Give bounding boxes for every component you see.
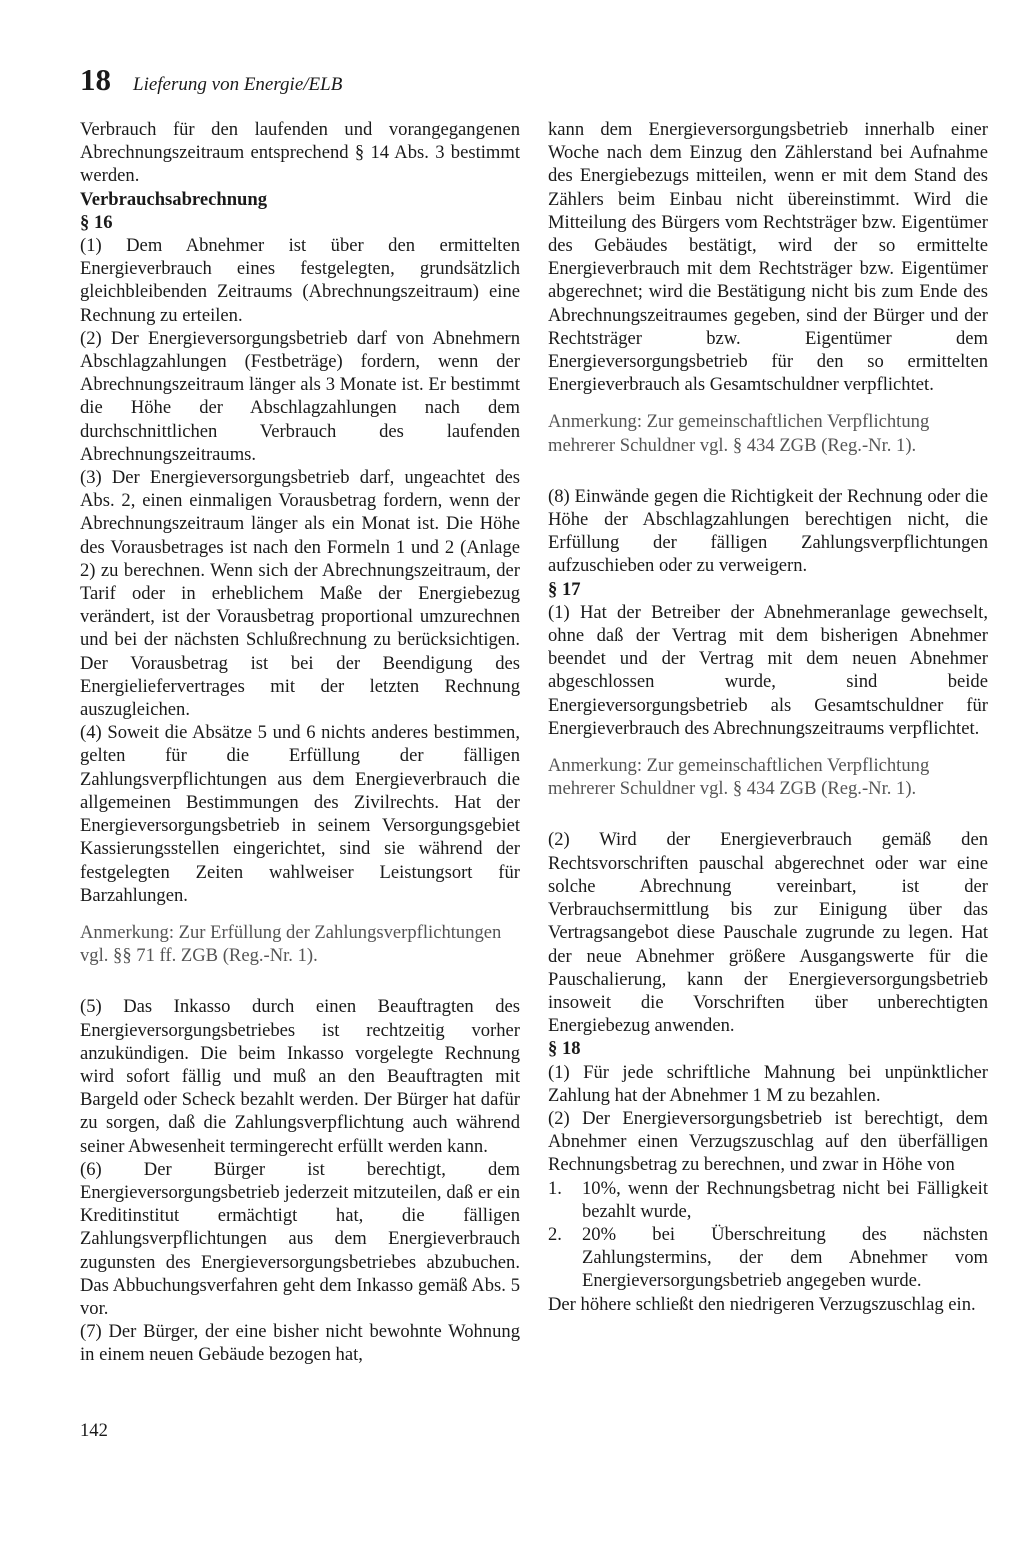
note-2: Anmerkung: Zur gemeinschaftlichen Verpflichtung mehrerer Schuldner vgl. § 434 ZGB (Reg.-Nr. 1).	[548, 411, 930, 456]
list-item	[548, 1223, 988, 1293]
intro-paragraph: Verbrauch für den laufenden und vorangegangenen Abrechnungszeitraum entsprechend § 14 Abs. 3 bestimmt werden.	[80, 119, 520, 187]
note-3: Anmerkung: Zur gemeinschaftlichen Verpflichtung mehrerer Schuldner vgl. § 434 ZGB (Reg.-Nr. 1).	[548, 755, 930, 800]
list-marker: 1.	[548, 1177, 562, 1199]
p16-6: (6) Der Bürger ist berechtigt, dem Energieversorgungsbetrieb jederzeit mitzuteilen, daß er ein Kreditinstitut ermächtigt hat, die fälligen Zahlungsverpflichtungen aus dem Energieverbrauch zugunsten des Energieversorgungsbetriebes abzubuchen. Das Abbuchungsverfahren geht dem Inkasso gemäß Abs. 5 vor.	[80, 1158, 520, 1319]
list-text: 10%, wenn der Rechnungsbetrag nicht bei Fälligkeit bezahlt wurde,	[582, 1177, 988, 1222]
page-header	[80, 62, 342, 98]
p16-8: (8) Einwände gegen die Richtigkeit der Rechnung oder die Höhe der Abschlagzahlungen berechtigen nicht, die Erfüllung der fälligen Zahlungsverpflichtungen aufzuschieben oder zu verweigern.	[548, 485, 988, 577]
p16-7: (7) Der Bürger, der eine bisher nicht bewohnte Wohnung in einem neuen Gebäude bezogen hat,	[80, 1321, 520, 1366]
p17-2: (2) Wird der Energieverbrauch gemäß den Rechtsvorschriften pauschal abgerechnet oder war eine solche Abrechnung vereinbart, ist der Verbrauchsermittlung bis zur Einigung über das Vertragsangebot diese Pauschale zugrunde zu legen. Hat der neue Abnehmer größere Ausgangswerte für die Pauschalierung, kann der Energieversorgungsbetrieb insoweit die Vorschriften über unberechtigten Energiebezug anwenden.	[548, 829, 988, 1037]
page-number: 142	[80, 1420, 108, 1441]
right-column	[548, 118, 988, 1316]
list-marker: 2.	[548, 1223, 562, 1245]
p17-1: (1) Hat der Betreiber der Abnehmeranlage gewechselt, ohne daß der Vertrag mit dem bisherigen Abnehmer beendet und der Vertrag mit dem neuen Abnehmer abgeschlossen wurde, sind beide Energieversorgungsbetrieb als Gesamtschuldner für Energieverbrauch des Abrechnungszeitraums verpflichtet.	[548, 601, 988, 739]
left-column	[80, 118, 520, 1367]
list-text: 20% bei Überschreitung des nächsten Zahlungstermins, der dem Abnehmer vom Energieversorgungsbetrieb angegeben wurde.	[582, 1223, 988, 1292]
running-title: Lieferung von Energie/ELB	[133, 74, 343, 95]
p18-2: (2) Der Energieversorgungsbetrieb ist berechtigt, dem Abnehmer einen Verzugszuschlag auf den überfälligen Rechnungsbetrag zu berechnen, und zwar in Höhe von	[548, 1107, 988, 1176]
p16-4: (4) Soweit die Absätze 5 und 6 nichts anderes bestimmen, gelten für die Erfüllung der fälligen Zahlungsverpflichtungen aus dem Energieverbrauch die allgemeinen Bestimmungen des Zivilrechts. Hat der Energieversorgungsbetrieb in seinem Versorgungsgebiet Kassierungsstellen eingerichtet, sind sie während der festgelegten Zeiten wahlweiser Leistungsort für Barzahlungen.	[80, 722, 520, 906]
p16-7-continued: kann dem Energieversorgungsbetrieb innerhalb einer Woche nach dem Einzug den Zählerstand bei Aufnahme des Energiebezugs mitteilen, wenn er mit dem Stand des Zählers beim Einbau nicht übereinstimmt. Wird die Mitteilung des Bürgers vom Rechtsträger bzw. Eigentümer des Gebäudes bestätigt, wird der so ermittelte Energieverbrauch mit dem Rechtsträger bzw. Eigentümer abgerechnet; wird die Bestätigung nicht bis zum Ende des Abrechnungszeitraumes gegeben, sind der Bürger und der Rechtsträger bzw. Eigentümer dem Energieversorgungsbetrieb für den so ermittelten Energieverbrauch als Gesamtschuldner verpflichtet.	[548, 119, 988, 396]
p16-5: (5) Das Inkasso durch einen Beauftragten des Energieversorgungsbetriebes ist rechtzeitig vorher anzukündigen. Die beim Inkasso vorgelegte Rechnung wird sofort fällig und muß an den Beauftragten mit Bargeld oder Scheck bezahlt werden. Der Bürger hat dafür zu sorgen, daß die Zahlungsverpflichtung auch während seiner Abwesenheit termingerecht erfüllt werden kann.	[80, 996, 520, 1157]
p18-1: (1) Für jede schriftliche Mahnung bei unpünktlicher Zahlung hat der Abnehmer 1 M zu bezahlen.	[548, 1061, 988, 1106]
chapter-number: 18	[80, 62, 111, 97]
p16-1: (1) Dem Abnehmer ist über den ermittelten Energieverbrauch eines festgelegten, grundsätzlich gleichbleibenden Zeitraums (Abrechnungszeitraum) eine Rechnung zu erteilen.	[80, 235, 520, 326]
section-heading: Verbrauchsabrechnung	[80, 188, 268, 210]
paragraph-17-heading: § 17	[548, 578, 581, 600]
paragraph-16-heading: § 16	[80, 211, 113, 233]
p16-3: (3) Der Energieversorgungsbetrieb darf, ungeachtet des Abs. 2, einen einmaligen Vorausbetrag fordern, wenn der Abrechnungszeitraum länger als ein Monat ist. Die Höhe des Vorausbetrages ist nach den Formeln 1 und 2 (Anlage 2) zu berechnen. Wenn sich der Abrechnungszeitraum, der Tarif oder in erheblichem Maße der Energiebezug verändert, ist der Vorausbetrag proportional umzurechnen und bei der nächsten Schlußrechnung zu berücksichtigen. Der Vorausbetrag ist bei der Beendigung des Energieliefervertrages mit der letzten Rechnung auszugleichen.	[80, 467, 520, 721]
p16-2: (2) Der Energieversorgungsbetrieb darf von Abnehmern Abschlagzahlungen (Festbeträge) fordern, wenn der Abrechnungszeitraum länger als 3 Monate ist. Er bestimmt die Höhe der Abschlagzahlungen nach dem durchschnittlichen Verbrauch des laufenden Abrechnungszeitraums.	[80, 327, 520, 465]
note-1: Anmerkung: Zur Erfüllung der Zahlungsverpflichtungen vgl. §§ 71 ff. ZGB (Reg.-Nr. 1).	[80, 921, 502, 967]
surcharge-list	[548, 1177, 988, 1293]
paragraph-18-heading: § 18	[548, 1038, 581, 1060]
closing-sentence: Der höhere schließt den niedrigeren Verzugszuschlag ein.	[548, 1293, 976, 1315]
list-item	[548, 1177, 988, 1223]
